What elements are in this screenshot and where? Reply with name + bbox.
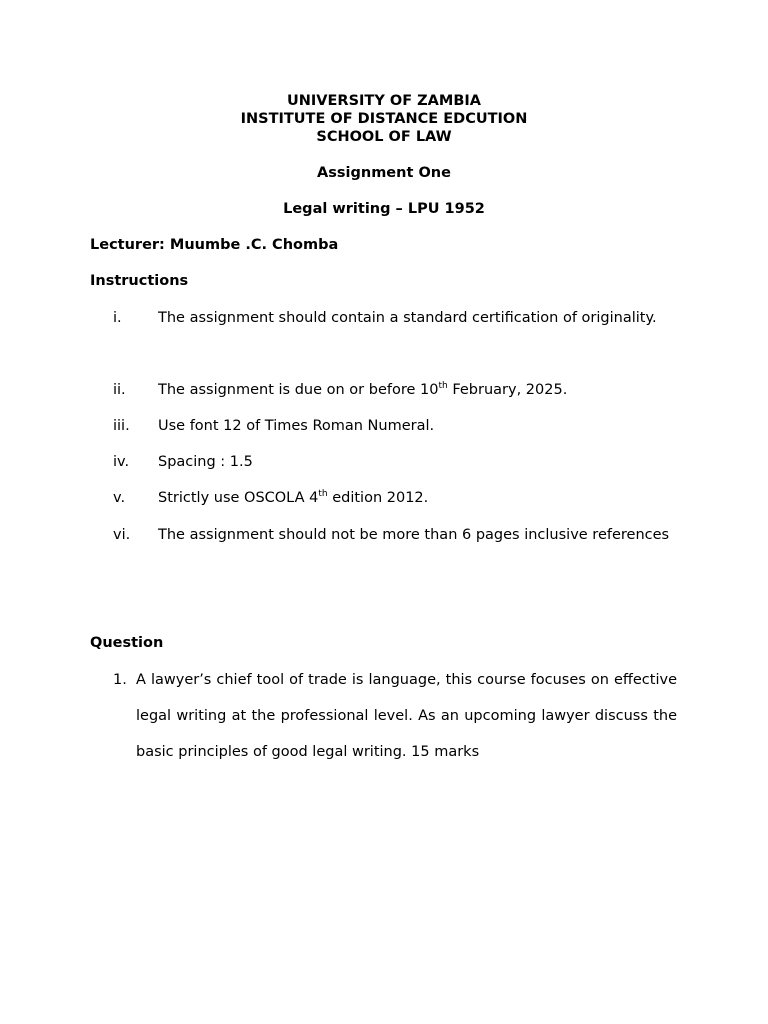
instruction-text: The assignment should not be more than 6 pages inclusive references [158, 527, 670, 543]
instruction-text: The assignment is due on or before 10th February, 2025. [158, 381, 568, 398]
university-name: UNIVERSITY OF ZAMBIA [287, 93, 481, 109]
ordinal-superscript: th [318, 489, 328, 499]
question-number: 1. [113, 672, 127, 688]
institute-name: INSTITUTE OF DISTANCE EDCUTION [240, 111, 528, 127]
question-text: A lawyer’s chief tool of trade is language, this course focuses on effective legal writing at the professional level. As an upcoming lawyer discuss the basic principles of good legal writing. 15 marks [136, 672, 677, 760]
instruction-number: iii. [113, 418, 130, 434]
course-title: Legal writing – LPU 1952 [283, 201, 485, 217]
question-heading: Question [90, 635, 164, 651]
instruction-number: iv. [113, 454, 130, 470]
document-header [0, 92, 768, 146]
instruction-number: v. [113, 490, 126, 506]
instruction-text: Use font 12 of Times Roman Numeral. [158, 418, 435, 434]
instruction-text: The assignment should contain a standard certification of originality. [158, 310, 657, 326]
assignment-title: Assignment One [317, 165, 451, 181]
instruction-number: ii. [113, 382, 126, 398]
instruction-text: Strictly use OSCOLA 4th edition 2012. [158, 489, 429, 506]
instruction-number: i. [113, 310, 122, 326]
instruction-text: Spacing : 1.5 [158, 454, 253, 470]
lecturer-line: Lecturer: Muumbe .C. Chomba [90, 237, 339, 253]
school-name: SCHOOL OF LAW [316, 129, 452, 145]
instruction-number: vi. [113, 527, 131, 543]
ordinal-superscript: th [438, 381, 448, 391]
instructions-heading: Instructions [90, 273, 189, 289]
